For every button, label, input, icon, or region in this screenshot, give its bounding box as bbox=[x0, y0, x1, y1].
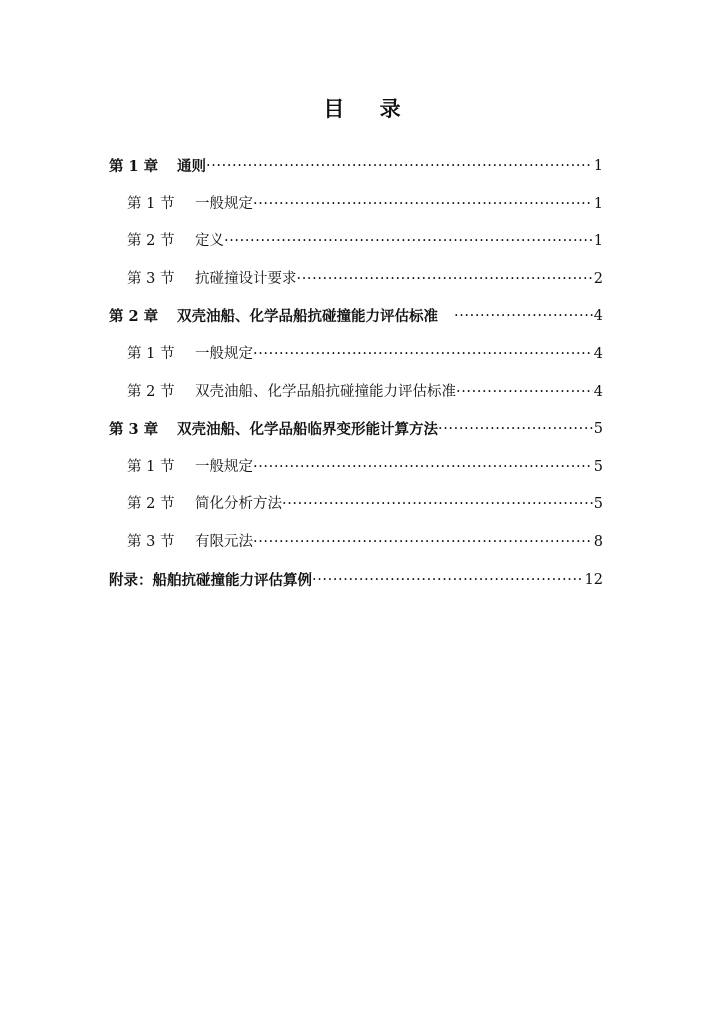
toc-entry-title: 简化分析方法 bbox=[195, 496, 282, 513]
toc-dot-leader bbox=[456, 374, 593, 412]
toc-entry-title: 有限元法 bbox=[195, 533, 253, 550]
toc-dot-leader bbox=[297, 261, 593, 299]
page-title: 目 录 bbox=[323, 96, 415, 121]
toc-entry-title: 一般规定 bbox=[195, 195, 253, 212]
toc-page-number: 1 bbox=[593, 233, 603, 250]
toc-entry-number: 第 1 章 bbox=[109, 158, 159, 175]
toc-entry-title: 通则 bbox=[177, 158, 206, 175]
toc-section-entry[interactable] bbox=[109, 261, 603, 299]
toc-page-number: 5 bbox=[593, 496, 603, 513]
toc-dot-leader bbox=[253, 336, 593, 374]
toc-entry-title: 船舶抗碰撞能力评估算例 bbox=[152, 571, 312, 589]
toc-entry-title: 抗碰撞设计要求 bbox=[195, 270, 297, 287]
table-of-contents bbox=[109, 148, 603, 599]
toc-dot-leader bbox=[253, 449, 593, 487]
toc-entry-number: 第 2 章 bbox=[109, 308, 159, 326]
toc-entry-number: 第 3 节 bbox=[127, 270, 175, 287]
toc-entry-number: 第 2 节 bbox=[127, 383, 175, 400]
toc-chapter-entry[interactable] bbox=[109, 298, 603, 336]
toc-entry-title: 一般规定 bbox=[195, 345, 253, 362]
toc-page-number: 1 bbox=[593, 158, 603, 174]
toc-page-number: 12 bbox=[584, 571, 603, 588]
toc-page-number: 1 bbox=[593, 195, 603, 212]
toc-page-number: 5 bbox=[593, 458, 603, 475]
toc-dot-leader bbox=[253, 524, 593, 562]
toc-section-entry[interactable] bbox=[109, 449, 603, 487]
toc-entry-number: 第 1 节 bbox=[127, 195, 175, 212]
toc-page-number: 2 bbox=[593, 270, 603, 287]
toc-entry-title: 双壳油船、化学品船抗碰撞能力评估标准 bbox=[177, 308, 438, 326]
toc-entry-title: 双壳油船、化学品船抗碰撞能力评估标准 bbox=[195, 383, 456, 400]
toc-dot-leader bbox=[224, 223, 593, 261]
toc-chapter-entry[interactable] bbox=[109, 148, 603, 186]
toc-dot-leader bbox=[282, 486, 593, 524]
toc-entry-number: 第 1 节 bbox=[127, 458, 175, 475]
toc-entry-title: 一般规定 bbox=[195, 458, 253, 475]
toc-entry-number: 附录： bbox=[109, 571, 153, 589]
toc-page-number: 5 bbox=[593, 421, 603, 438]
toc-page-number: 4 bbox=[593, 345, 603, 362]
toc-dot-leader bbox=[438, 411, 593, 449]
toc-entry-number: 第 3 章 bbox=[109, 421, 159, 439]
toc-dot-leader bbox=[454, 298, 593, 336]
toc-section-entry[interactable] bbox=[109, 486, 603, 524]
toc-chapter-entry[interactable] bbox=[109, 411, 603, 449]
toc-section-entry[interactable] bbox=[109, 524, 603, 562]
toc-entry-title: 定义 bbox=[195, 233, 224, 250]
toc-entry-number: 第 1 节 bbox=[127, 345, 175, 362]
toc-appendix-entry[interactable] bbox=[109, 562, 603, 600]
toc-dot-leader bbox=[253, 186, 593, 224]
toc-section-entry[interactable] bbox=[109, 374, 603, 412]
toc-dot-leader bbox=[206, 148, 593, 186]
toc-entry-number: 第 2 节 bbox=[127, 233, 175, 250]
toc-entry-title: 双壳油船、化学品船临界变形能计算方法 bbox=[177, 421, 438, 439]
toc-page-number: 4 bbox=[593, 383, 603, 400]
toc-entry-number: 第 2 节 bbox=[127, 496, 175, 513]
toc-page-number: 4 bbox=[593, 308, 603, 325]
toc-entry-number: 第 3 节 bbox=[127, 533, 175, 550]
toc-section-entry[interactable] bbox=[109, 223, 603, 261]
toc-section-entry[interactable] bbox=[109, 186, 603, 224]
toc-dot-leader bbox=[312, 562, 584, 600]
toc-section-entry[interactable] bbox=[109, 336, 603, 374]
toc-page-number: 8 bbox=[593, 533, 603, 550]
